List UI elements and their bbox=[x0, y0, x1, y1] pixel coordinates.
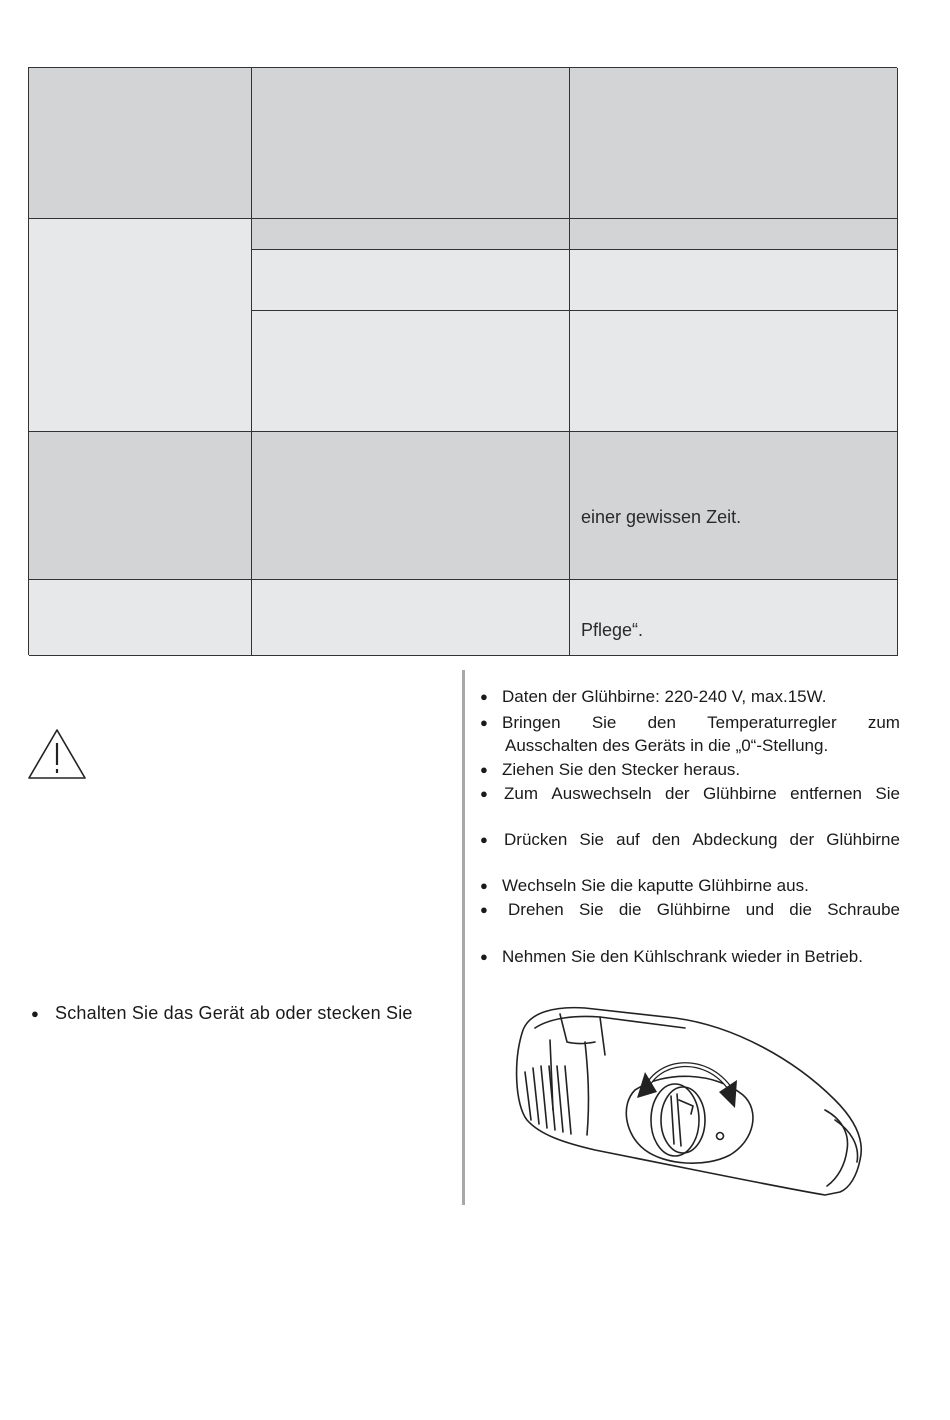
list-item-text: Nehmen Sie den Kühlschrank wieder in Betrieb. bbox=[502, 947, 863, 966]
table-cell bbox=[29, 580, 252, 656]
table-cell bbox=[252, 580, 570, 656]
table-cell bbox=[252, 68, 570, 219]
table-cell bbox=[570, 68, 898, 219]
solution-text: einer gewissen Zeit. bbox=[581, 507, 742, 527]
list-item-text: Wechseln Sie die kaputte Glühbirne aus. bbox=[502, 876, 809, 895]
solution-text: Pflege“. bbox=[581, 620, 644, 640]
table-cell bbox=[570, 250, 898, 311]
list-item-text: Bringen Sie den Temperaturregler zum bbox=[502, 713, 900, 732]
bullet-icon: ● bbox=[480, 832, 488, 847]
table-cell bbox=[252, 311, 570, 432]
list-item-text: Zum Auswechseln der Glühbirne entfernen Sie bbox=[504, 784, 900, 803]
table-cell bbox=[570, 432, 898, 580]
list-item-text: Daten der Glühbirne: 220-240 V, max.15W. bbox=[502, 687, 827, 706]
table-cell bbox=[29, 219, 252, 432]
bullet-icon: ● bbox=[480, 786, 488, 801]
bullet-icon: ● bbox=[31, 1006, 40, 1021]
thermostat-knob-rotation-icon bbox=[505, 1000, 870, 1200]
table-cell bbox=[570, 219, 898, 250]
bullet-icon: ● bbox=[480, 762, 488, 777]
list-item-text: Ausschalten des Geräts in die „0“-Stellung. bbox=[505, 736, 829, 755]
bullet-icon: ● bbox=[480, 689, 488, 704]
list-item-text: Drehen Sie die Glühbirne und die Schraube bbox=[508, 900, 900, 919]
table-cell bbox=[252, 219, 570, 250]
table-cell bbox=[252, 250, 570, 311]
table-cell bbox=[252, 432, 570, 580]
bullet-icon: ● bbox=[480, 878, 488, 893]
list-item-text: Ziehen Sie den Stecker heraus. bbox=[502, 760, 741, 779]
list-item-text: Drücken Sie auf den Abdeckung der Glühbirne bbox=[504, 830, 900, 849]
table-cell bbox=[570, 580, 898, 656]
table-cell bbox=[570, 311, 898, 432]
warning-triangle-icon bbox=[27, 728, 87, 780]
troubleshooting-table bbox=[28, 67, 897, 655]
bullet-icon: ● bbox=[480, 949, 488, 964]
bullet-icon: ● bbox=[480, 902, 488, 917]
bullet-icon: ● bbox=[480, 715, 488, 730]
table-cell bbox=[29, 432, 252, 580]
table-cell bbox=[29, 68, 252, 219]
column-divider bbox=[462, 670, 465, 1205]
